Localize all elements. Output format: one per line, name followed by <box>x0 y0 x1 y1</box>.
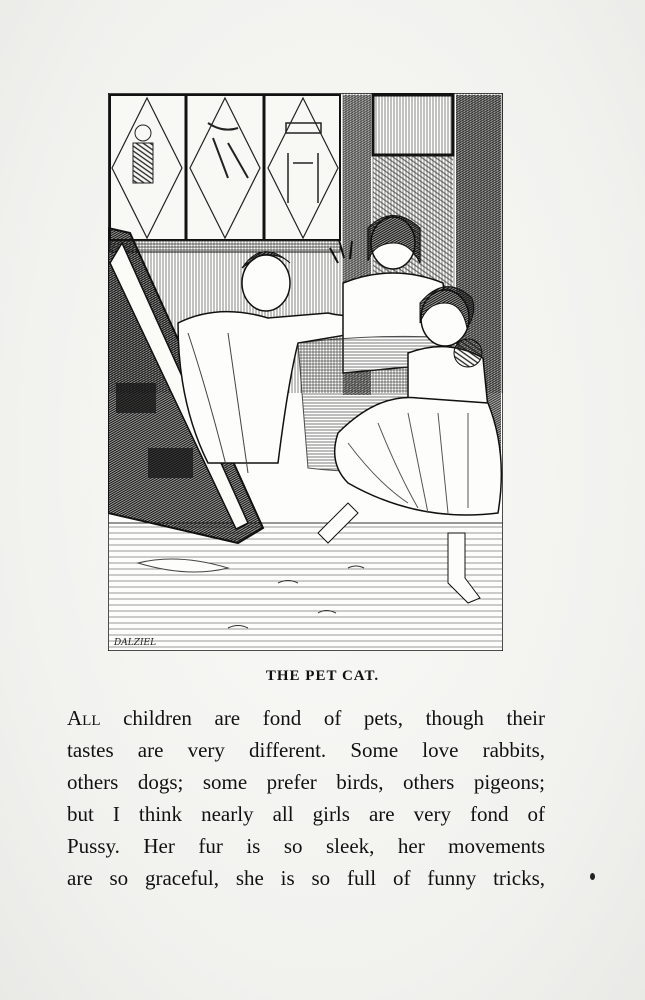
illustration-caption: THE PET CAT. <box>265 668 380 684</box>
text-line-3: others dogs; some prefer birds, others pigeons; <box>67 770 545 794</box>
window-panes <box>110 95 340 252</box>
engraving-illustration <box>108 93 503 651</box>
body-paragraph <box>67 702 545 894</box>
first-word: All <box>67 706 101 730</box>
text-line-6: are so graceful, she is so full of funny tricks, <box>67 866 545 890</box>
text-line-5: Pussy. Her fur is so sleek, her movements <box>67 834 545 858</box>
engraver-signature: DALZIEL <box>114 638 157 648</box>
text-line-1 <box>67 702 545 734</box>
text-line-2: tastes are very different. Some love rabbits, <box>67 738 545 762</box>
text-line-1-rest: children are fond of pets, though their <box>100 706 545 730</box>
ink-speck <box>590 873 595 880</box>
text-line-4: but I think nearly all girls are very fond of <box>67 802 545 826</box>
